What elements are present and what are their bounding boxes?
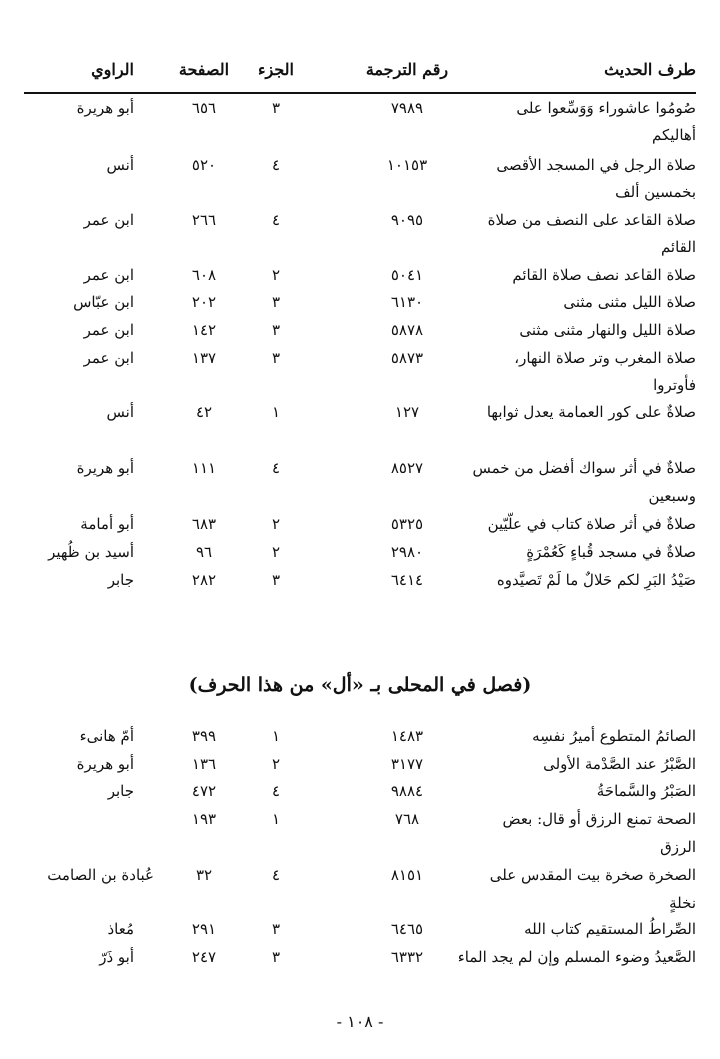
page-ref: ١١١ <box>191 459 217 477</box>
volume-number: ٤ <box>271 459 281 477</box>
entry-number: ٨١٥١ <box>390 866 424 884</box>
volume-number: ٣ <box>271 349 281 367</box>
page-ref: ٦٠٨ <box>191 266 217 284</box>
page-number: - ١٠٨ - <box>336 1012 384 1031</box>
entry-number: ٢٩٨٠ <box>390 543 424 561</box>
entry-number: ٦١٣٠ <box>390 293 424 311</box>
narrator: أسيد بن ظُهير <box>48 543 134 561</box>
hadith-text: صلاة القاعد على النصف من صلاة <box>487 211 696 229</box>
hadith-text: صُومُوا عاشوراء وَوَسِّعوا على <box>516 99 696 117</box>
hadith-text: الصَّبْرُ عند الصَّدْمة الأولى <box>543 755 696 773</box>
page-ref: ٩٦ <box>195 543 213 561</box>
volume-number: ٢ <box>271 515 281 533</box>
hadith-text: صلاةٌ في أثر صلاة كتاب في علّيّين <box>487 515 696 533</box>
hadith-text: الصخرة صخرة بيت المقدس على <box>489 866 696 884</box>
entry-number: ٩٨٨٤ <box>390 782 424 800</box>
volume-number: ٤ <box>271 866 281 884</box>
hadith-text: صلاة الرجل في المسجد الأقصى <box>496 156 696 174</box>
page-ref: ٢٦٦ <box>191 211 217 229</box>
page-ref: ١٩٣ <box>191 810 217 828</box>
page-ref: ٦٥٦ <box>191 99 217 117</box>
hadith-text: الصحة تمنع الرزق أو قال: بعض <box>502 810 696 828</box>
volume-number: ١ <box>271 727 281 745</box>
entry-number: ١٤٨٣ <box>390 727 424 745</box>
page-ref: ١٣٦ <box>191 755 217 773</box>
table-header <box>24 54 696 94</box>
hadith-continuation: الرزق <box>660 838 696 856</box>
page-ref: ٤٧٢ <box>191 782 217 800</box>
hadith-text: صلاة الليل مثنى مثنى <box>563 293 696 311</box>
entry-number: ٧٩٨٩ <box>390 99 424 117</box>
entry-number: ٥٣٢٥ <box>390 515 424 533</box>
narrator: عُبادة بن الصامت <box>47 866 154 884</box>
entry-number: ٦٤٦٥ <box>390 920 424 938</box>
hadith-continuation: بخمسين ألف <box>615 183 696 201</box>
hadith-continuation: فأوتروا <box>653 376 696 394</box>
hadith-text: صلاةٌ على كور العمامة يعدل ثوابها <box>486 403 696 421</box>
narrator: ابن عمر <box>83 349 134 367</box>
narrator: مُعاذ <box>107 920 134 938</box>
hadith-text: الصَّعيدُ وضوء المسلم وإن لم يجد الماء <box>457 948 696 966</box>
page-ref: ٣٩٩ <box>191 727 217 745</box>
entry-number: ٩٠٩٥ <box>390 211 424 229</box>
header-narrator: الراوي <box>91 60 134 79</box>
page-ref: ٢٨٢ <box>191 571 217 589</box>
entry-number: ٧٦٨ <box>394 810 420 828</box>
volume-number: ٤ <box>271 211 281 229</box>
hadith-text: صلاةٌ في مسجد قُباءٍ كَعُمْرَةٍ <box>526 543 696 561</box>
entry-number: ٦٤١٤ <box>390 571 424 589</box>
narrator: جابر <box>107 782 134 800</box>
page-ref: ٦٨٣ <box>191 515 217 533</box>
narrator: أبو ذَرّ <box>99 948 134 966</box>
section-title: (فصل في المحلى بـ «أل» من هذا الحرف) <box>188 674 532 696</box>
hadith-continuation: أهاليكم <box>651 126 696 144</box>
hadith-continuation: وسبعين <box>648 487 696 505</box>
volume-number: ٢ <box>271 755 281 773</box>
page-ref: ٥٢٠ <box>191 156 217 174</box>
entry-number: ٥٨٧٨ <box>390 321 424 339</box>
narrator: أنس <box>106 403 134 421</box>
volume-number: ٣ <box>271 571 281 589</box>
header-volume: الجزء <box>258 60 294 79</box>
hadith-text: صلاة الليل والنهار مثنى مثنى <box>519 321 696 339</box>
narrator: أنس <box>106 156 134 174</box>
page-ref: ٢٤٧ <box>191 948 217 966</box>
narrator: أمّ هانىء <box>79 727 134 745</box>
header-page: الصفحة <box>178 60 230 79</box>
hadith-text: صلاة القاعد نصف صلاة القائم <box>512 266 696 284</box>
page-ref: ٢٠٢ <box>191 293 217 311</box>
volume-number: ٣ <box>271 321 281 339</box>
hadith-text: الصِّراطُ المستقيم كتاب الله <box>524 920 696 938</box>
entry-number: ٨٥٢٧ <box>390 459 424 477</box>
page-ref: ٤٢ <box>195 403 213 421</box>
page-ref: ١٤٢ <box>191 321 217 339</box>
header-hadith: طرف الحديث <box>604 60 696 79</box>
entry-number: ١٢٧ <box>394 403 420 421</box>
volume-number: ٣ <box>271 99 281 117</box>
page-ref: ٢٩١ <box>191 920 217 938</box>
narrator: أبو أمامة <box>80 515 134 533</box>
narrator: ابن عبّاس <box>73 293 134 311</box>
entry-number: ٥٠٤١ <box>390 266 424 284</box>
hadith-continuation: القائم <box>660 238 696 256</box>
volume-number: ٣ <box>271 920 281 938</box>
narrator: ابن عمر <box>83 266 134 284</box>
volume-number: ٢ <box>271 543 281 561</box>
narrator: أبو هريرة <box>76 459 134 477</box>
narrator: أبو هريرة <box>76 99 134 117</box>
volume-number: ٣ <box>271 293 281 311</box>
entry-number: ١٠١٥٣ <box>386 156 428 174</box>
volume-number: ١ <box>271 810 281 828</box>
volume-number: ٢ <box>271 266 281 284</box>
hadith-text: صلاةٌ في أثر سواك أفضل من خمس <box>472 459 696 477</box>
entry-number: ٣١٧٧ <box>390 755 424 773</box>
page-ref: ٣٢ <box>195 866 213 884</box>
page-ref: ١٣٧ <box>191 349 217 367</box>
entry-number: ٦٣٣٢ <box>390 948 424 966</box>
narrator: ابن عمر <box>83 321 134 339</box>
narrator: أبو هريرة <box>76 755 134 773</box>
hadith-continuation: نخلةٍ <box>669 894 696 912</box>
hadith-text: الصائمُ المتطوع أميرُ نفسِه <box>532 727 696 745</box>
header-number: رقم الترجمة <box>365 60 449 79</box>
volume-number: ١ <box>271 403 281 421</box>
narrator: جابر <box>107 571 134 589</box>
hadith-text: صلاة المغرب وتر صلاة النهار، <box>514 349 696 367</box>
volume-number: ٣ <box>271 948 281 966</box>
hadith-text: الصَبْرُ والسَّماحَةُ <box>596 782 696 800</box>
hadith-text: صَيْدُ البَرِ لكم حَلالٌ ما لَمْ تَصيَّدوه <box>496 571 696 589</box>
entry-number: ٥٨٧٣ <box>390 349 424 367</box>
volume-number: ٤ <box>271 156 281 174</box>
narrator: ابن عمر <box>83 211 134 229</box>
volume-number: ٤ <box>271 782 281 800</box>
